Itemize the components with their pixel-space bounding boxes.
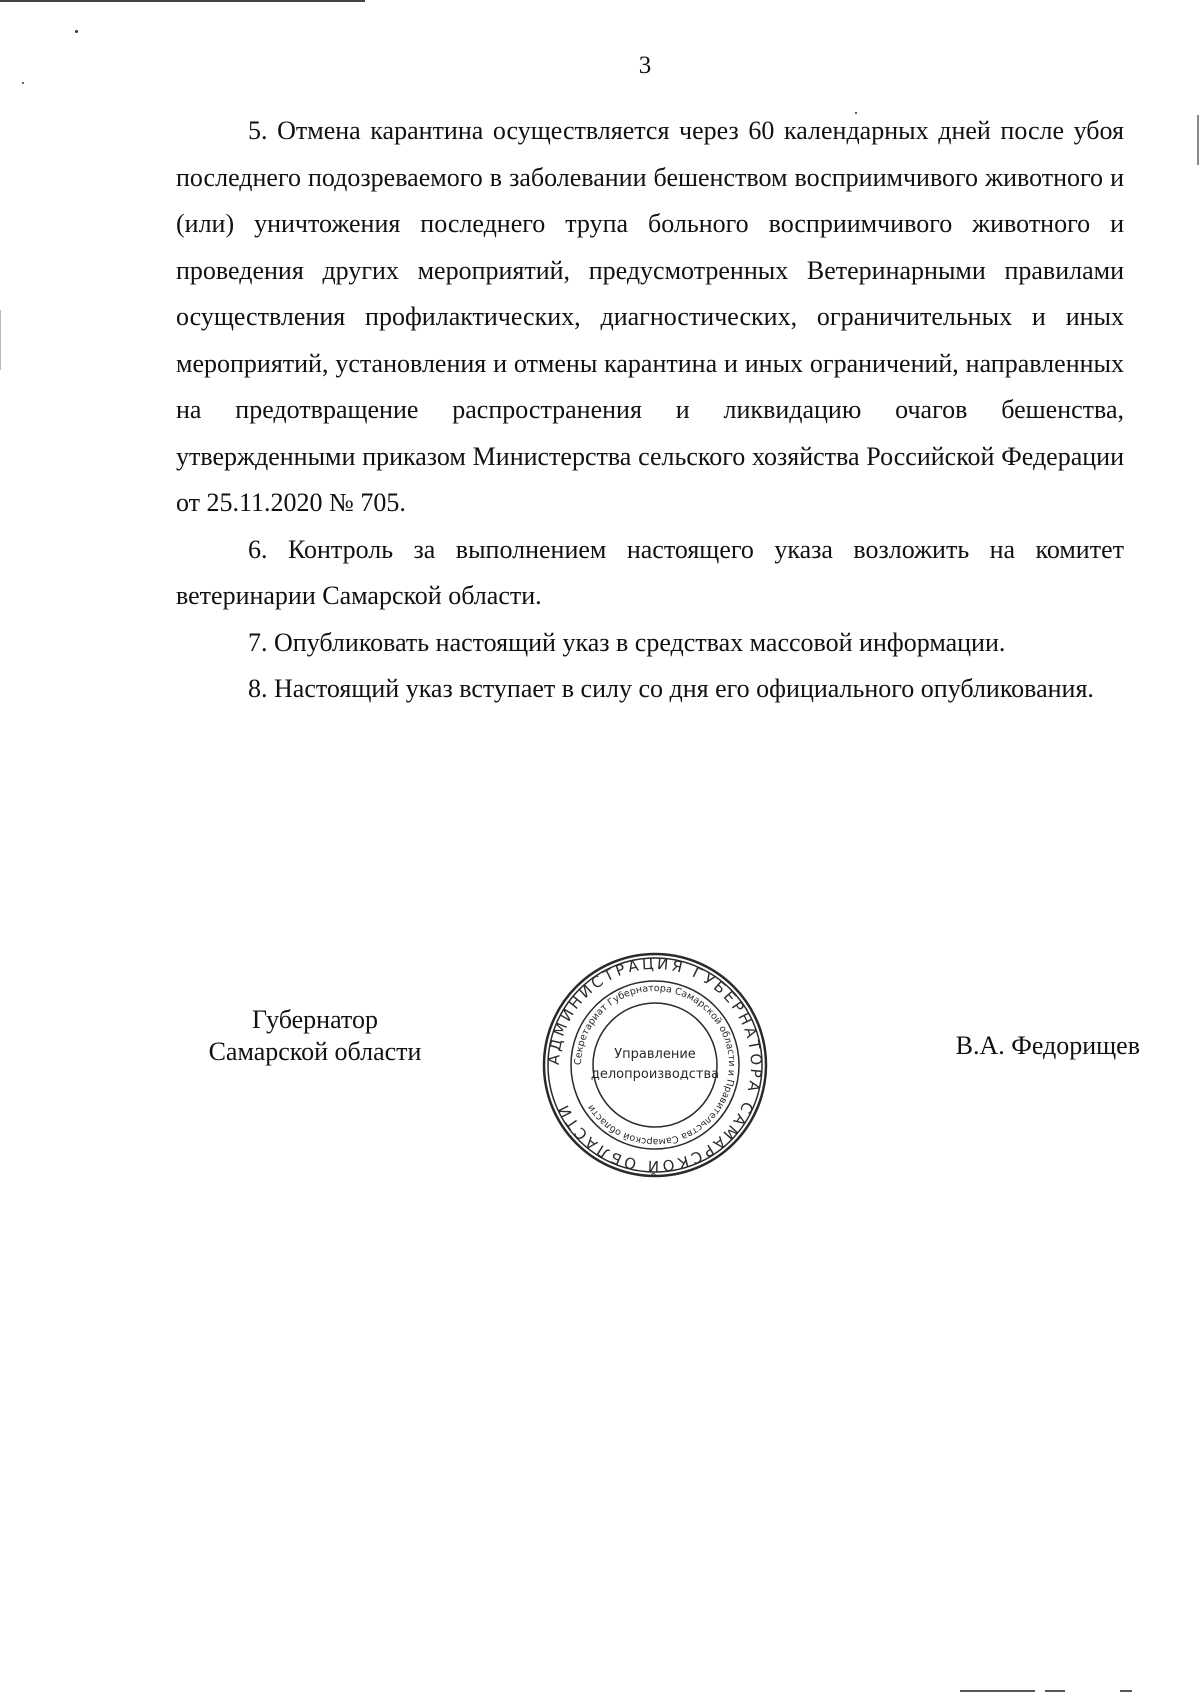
signatory-name: В.А. Федорищев [955, 1031, 1140, 1060]
signatory-position-line1: Губернатор [252, 1005, 378, 1034]
page-number: 3 [638, 52, 652, 79]
stamp-inner-text: Секретариат Губернатора Самарской области и Правительства Самарской области [572, 982, 738, 1148]
stamp-middle-ring [571, 981, 739, 1149]
scan-speck [22, 82, 24, 84]
stamp-center-line2: делопроизводства [590, 1067, 720, 1082]
paragraph-7: 7. Опубликовать настоящий указ в средствах массовой информации. [248, 627, 1006, 657]
scan-speck [75, 30, 78, 33]
scan-artifact-top-line [0, 0, 365, 2]
scan-artifact-footer-line [1120, 1690, 1132, 1692]
paragraph-8: 8. Настоящий указ вступает в силу со дня его официального опубликования. [248, 674, 1094, 703]
scan-artifact-footer-line [1045, 1690, 1065, 1692]
signatory-position-line2: Самарской области [208, 1037, 422, 1066]
paragraph-5: 5. Отмена карантина осуществляется через 60 календарных дней после убоя последнего подозреваемого в заболевании бешенством восприимчивого животного и (или) уничтожения последнего трупа больного восприимчивого животного и проведения других мероприятий, предусмотренных Ветеринарными правилами осуществления профилактических, диагностических, ограничительных и иных мероприятий, установления и отмены карантина и иных ограничений, направленных на предотвращение распространения и ликвидацию очагов бешенства, утвержденными приказом Министерства сельского хозяйства Российской Федерации от 25.11.2020 № 705. [176, 116, 1124, 517]
scan-artifact-left-line [0, 310, 1, 370]
stamp-center-line1: Управление [614, 1047, 696, 1062]
decree-body [176, 108, 1124, 713]
scan-artifact-footer-line [960, 1690, 1035, 1692]
signatory-position [190, 1004, 440, 1068]
paragraph-6: 6. Контроль за выполнением настоящего указа возложить на комитет ветеринарии Самарской области. [176, 534, 1124, 610]
stamp-inner-ring [590, 1003, 720, 1127]
scan-artifact-right-line [1197, 115, 1199, 165]
stamp-outer-text: АДМИНИСТРАЦИЯ ГУБЕРНАТОРА САМАРСКОЙ ОБЛАСТИ [544, 954, 766, 1176]
official-stamp [540, 950, 770, 1180]
